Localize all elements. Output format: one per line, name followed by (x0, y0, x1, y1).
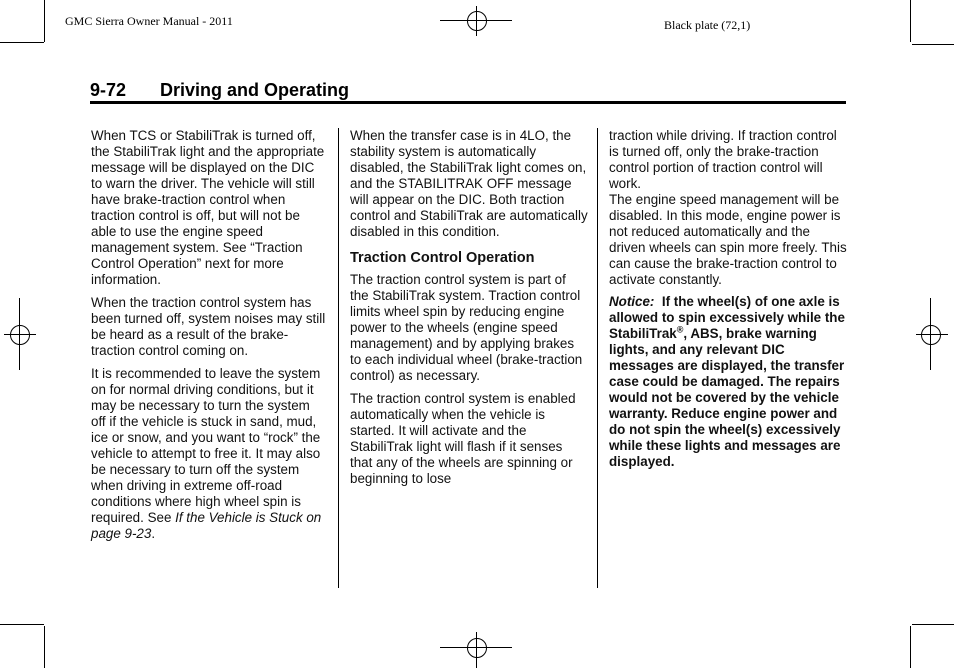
registration-mark-top-circle (467, 11, 487, 31)
page-number: 9-72 (90, 80, 127, 100)
subsection-heading: Traction Control Operation (350, 250, 535, 266)
paragraph (91, 366, 327, 542)
manual-title: GMC Sierra Owner Manual - 2011 (65, 14, 233, 28)
column-1 (91, 128, 327, 549)
crop-mark-tl-h (0, 42, 44, 43)
paragraph: The engine speed management will be disabled. In this mode, engine power is not reduced automatically and the driven wheels can spin more freely. This can cause the brake-traction control to activate constantly. (609, 192, 847, 287)
section-heading (90, 80, 349, 101)
registration-mark-left-circle (10, 325, 30, 345)
crop-mark-br-v (910, 626, 911, 668)
paragraph: traction while driving. If traction control is turned off, only the brake-traction control portion of traction control will work. (609, 128, 837, 191)
heading-rule (90, 101, 846, 104)
notice-text: If the wheel(s) of one axle is allowed to spin excessively while the StabiliTrak (609, 294, 845, 341)
crop-mark-tr-v (910, 0, 911, 42)
paragraph-text: It is recommended to leave the system on for normal driving conditions, but it may be necessary to turn the system off if the vehicle is stuck in sand, mud, ice or snow, and you want to “rock” the vehicle to attempt to free it. It may also be necessary to turn off the system when driving in extreme off-road conditions where high wheel spin is required. See (91, 366, 321, 525)
paragraph: The traction control system is part of the StabiliTrak system. Traction control limits wheel spin by reducing engine power to the wheels (engine speed management) and by applying brakes to each individual wheel (brake-traction control) as necessary. (350, 272, 583, 383)
column-divider (338, 128, 339, 588)
crop-mark-bl-h (0, 624, 44, 625)
crop-mark-tr-h (912, 44, 954, 45)
notice-label: Notice: (609, 294, 655, 309)
crop-mark-bl-v (44, 626, 45, 668)
paragraph: When the traction control system has been turned off, system noises may still be heard as a result of the brake-traction control coming on. (91, 295, 326, 358)
crop-mark-tl-v (44, 0, 45, 42)
registration-mark-right-circle (921, 325, 941, 345)
paragraph: When TCS or StabiliTrak is turned off, the StabiliTrak light and the appropriate message will be displayed on the DIC to warn the driver. The vehicle will still have brake-traction control when traction control is off, but will not be able to use the engine speed management system. See “Traction Control Operation” next for more information. (91, 128, 325, 287)
column-divider (597, 128, 598, 588)
registration-mark-bottom-circle (467, 638, 487, 658)
section-title: Driving and Operating (160, 80, 350, 100)
paragraph-text: . (151, 526, 156, 541)
registered-mark: ® (676, 324, 684, 335)
notice-text: , ABS, brake warning lights, and any relevant DIC messages are displayed, the transfer case could be damaged. The repairs would not be covered by the vehicle warranty. Reduce engine power and do not spin the wheel(s) excessively while these lights and messages are displayed. (609, 326, 845, 469)
cross-reference-link[interactable]: If the Vehicle is Stuck on page 9-23 (91, 510, 322, 541)
notice-paragraph (609, 294, 849, 470)
column-2 (350, 128, 588, 494)
paragraph: The traction control system is enabled automatically when the vehicle is started. It will activate and the StabiliTrak light will flash if it senses that any of the wheels are spinning or beginning to lose (350, 391, 576, 486)
crop-mark-br-h (912, 624, 954, 625)
paragraph: When the transfer case is in 4LO, the stability system is automatically disabled, the StabiliTrak light comes on, and the STABILITRAK OFF message will appear on the DIC. Both traction control and StabiliTrak are automatically disabled in this condition. (350, 128, 588, 239)
plate-label: Black plate (72,1) (664, 18, 751, 32)
column-3 (609, 128, 849, 477)
